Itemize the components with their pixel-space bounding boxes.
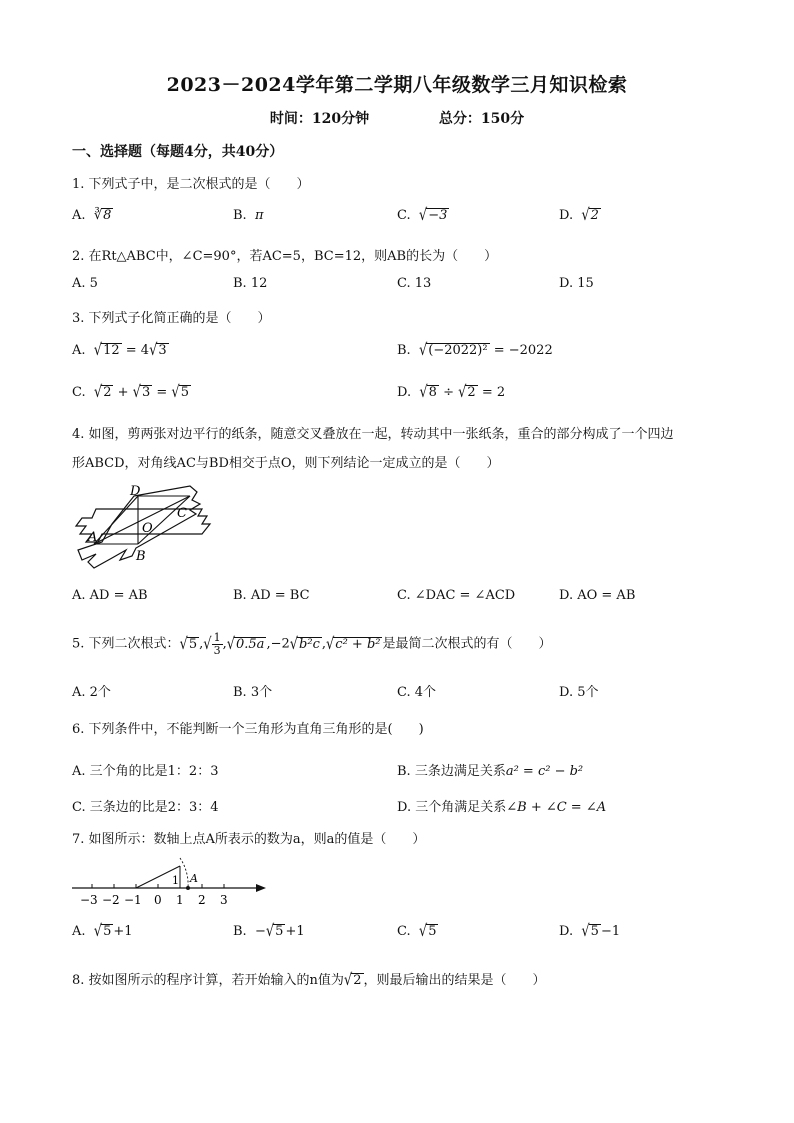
q3-option-c: C. √2 + √3 = √5 (72, 383, 189, 402)
question-2-stem: 2. 在Rt△ABC中，∠C=90°，若AC=5，BC=12，则AB的长为（ ） (72, 249, 498, 264)
q4-option-d: D. AO = AB (559, 588, 636, 603)
question-1-stem: 1. 下列式子中，是二次根式的是（ ） (72, 177, 310, 192)
svg-text:A: A (190, 872, 198, 885)
question-3-stem: 3. 下列式子化简正确的是（ ） (72, 311, 271, 326)
svg-text:−2: −2 (102, 893, 120, 907)
svg-text:1: 1 (172, 874, 179, 887)
q4-paper-strips-figure (72, 484, 222, 580)
q1-option-a: A. ∛8 (72, 208, 112, 223)
q2-option-a: A. 5 (72, 276, 98, 291)
q3-option-d: D. √8 ÷ √2 = 2 (397, 383, 506, 402)
question-5-stem: 5. 下列二次根式：√5 ,√ $\frac{1}{3}$ ,√0.5a ,−2√b²c ,√c² + b² 是最简二次根式的有（ ） (72, 631, 552, 657)
q6-option-d: D. 三个角满足关系∠B + ∠C = ∠A (397, 800, 607, 815)
q2-option-d: D. 15 (559, 276, 594, 291)
q5-option-d: D. 5个 (559, 685, 599, 700)
question-6-stem: 6. 下列条件中，不能判断一个三角形为直角三角形的是( ) (72, 722, 424, 737)
q3-option-a: A. √12 = 4√3 (72, 341, 167, 360)
q1-option-d: D. √2 (559, 206, 599, 225)
q6-option-b: B. 三条边满足关系a² = c² − b² (397, 764, 584, 779)
q4-option-a: A. AD = AB (72, 588, 148, 603)
q3-option-b: B. √(−2022)² = −2022 (397, 341, 553, 360)
exam-time: 时间：120分钟 (269, 111, 370, 127)
svg-text:3: 3 (220, 893, 228, 907)
label-o: O (142, 521, 153, 536)
q1-option-c: C. √−3 (397, 206, 448, 225)
q6-option-c: C. 三条边的比是2：3：4 (72, 800, 219, 815)
q7-option-b: B. −√5 +1 (233, 922, 305, 941)
label-a: A (88, 530, 98, 545)
label-b: B (136, 549, 146, 564)
q1-a-math: ∛8 (93, 208, 112, 223)
q2-option-c: C. 13 (397, 276, 432, 291)
q2-option-b: B. 12 (233, 276, 268, 291)
q7-option-a: A. √5 +1 (72, 922, 133, 941)
q5-option-a: A. 2个 (72, 685, 111, 700)
question-4-stem-line1: 4. 如图，剪两张对边平行的纸条，随意交叉叠放在一起，转动其中一张纸条，重合的部分构成了一个四边 (72, 427, 674, 442)
svg-text:−1: −1 (124, 893, 142, 907)
q1-option-b: B. π (233, 208, 264, 223)
svg-text:2: 2 (198, 893, 206, 907)
q7-number-line-figure (70, 852, 270, 910)
svg-text:0: 0 (154, 893, 162, 907)
q7-option-d: D. √5 −1 (559, 922, 621, 941)
q7-option-c: C. √5 (397, 922, 437, 941)
exam-info (0, 108, 794, 128)
exam-score: 总分：150分 (438, 111, 525, 127)
svg-text:1: 1 (176, 893, 184, 907)
q5-option-b: B. 3个 (233, 685, 273, 700)
question-8-stem: 8. 按如图所示的程序计算，若开始输入的n值为√2 ，则最后输出的结果是（ ） (72, 971, 546, 990)
question-4-stem-line2: 形ABCD，对角线AC与BD相交于点O，则下列结论一定成立的是（ ） (72, 456, 500, 471)
q6-option-a: A. 三个角的比是1：2：3 (72, 764, 219, 779)
page-title: 2023－2024学年第二学期八年级数学三月知识检索 (166, 74, 628, 96)
question-7-stem: 7. 如图所示：数轴上点A所表示的数为a，则a的值是（ ） (72, 832, 426, 847)
q4-option-c: C. ∠DAC = ∠ACD (397, 588, 516, 603)
svg-text:−3: −3 (80, 893, 98, 907)
q4-option-b: B. AD = BC (233, 588, 310, 603)
q5-option-c: C. 4个 (397, 685, 437, 700)
label-d: D (130, 484, 141, 499)
label-c: C (177, 506, 187, 521)
section-heading: 一、选择题（每题4分，共40分） (72, 144, 284, 160)
